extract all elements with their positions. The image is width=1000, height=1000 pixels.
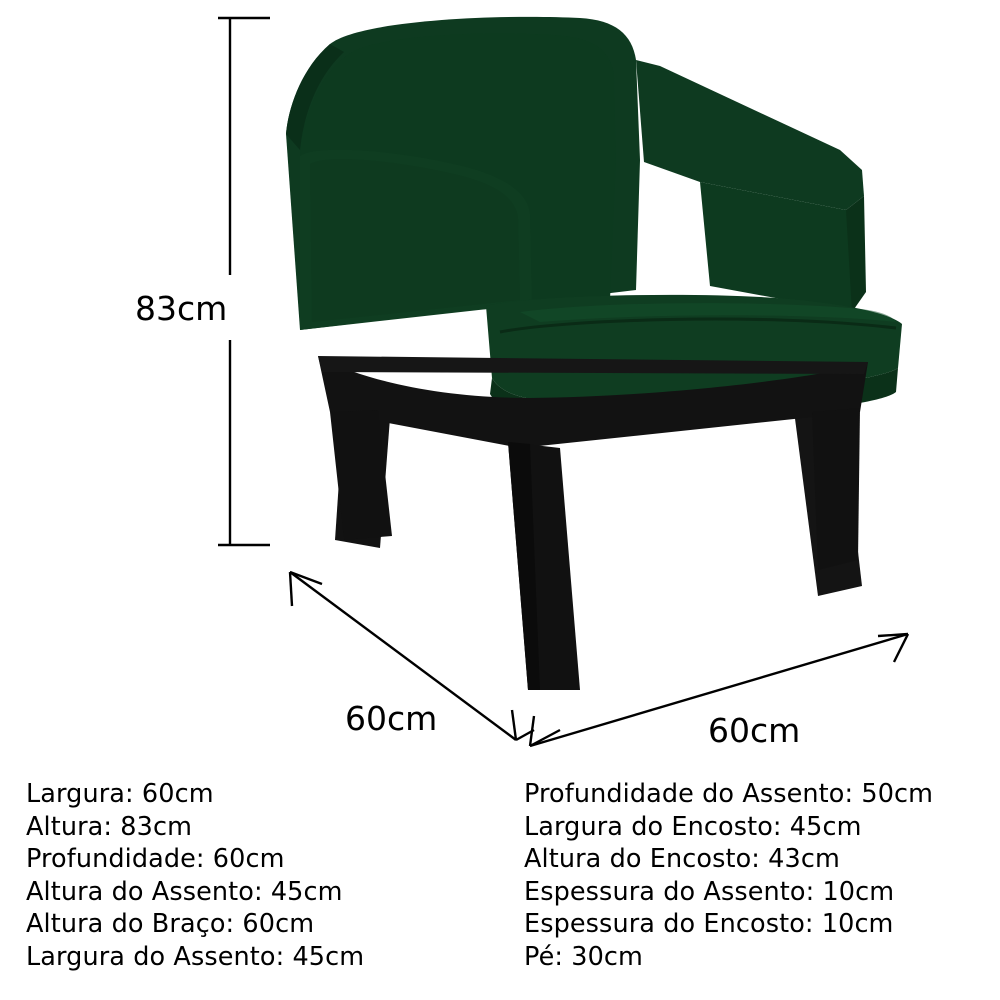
spec-pe: Pé: 30cm bbox=[524, 941, 643, 972]
spec-largura-assento: Largura do Assento: 45cm bbox=[26, 941, 365, 972]
spec-altura: Altura: 83cm bbox=[26, 811, 193, 842]
depth-dimension-label: 60cm bbox=[345, 699, 438, 738]
height-dimension-label: 83cm bbox=[135, 289, 228, 328]
specifications-panel bbox=[0, 778, 1000, 1000]
specs-column-right bbox=[500, 778, 1000, 1000]
spec-largura: Largura: 60cm bbox=[26, 779, 214, 809]
specs-column-left bbox=[0, 778, 500, 1000]
spec-altura-assento: Altura do Assento: 45cm bbox=[26, 876, 343, 907]
height-dimension-line bbox=[218, 18, 270, 545]
spec-profundidade-assento: Profundidade do Assento: 50cm bbox=[524, 779, 934, 809]
armchair-graphic bbox=[286, 17, 902, 690]
width-dimension-label: 60cm bbox=[708, 711, 801, 750]
spec-altura-braco: Altura do Braço: 60cm bbox=[26, 909, 315, 940]
spec-profundidade: Profundidade: 60cm bbox=[26, 844, 285, 875]
spec-largura-encosto: Largura do Encosto: 45cm bbox=[524, 811, 862, 842]
spec-espessura-assento: Espessura do Assento: 10cm bbox=[524, 876, 895, 907]
spec-espessura-encosto: Espessura do Encosto: 10cm bbox=[524, 909, 894, 940]
spec-altura-encosto: Altura do Encosto: 43cm bbox=[524, 844, 840, 875]
